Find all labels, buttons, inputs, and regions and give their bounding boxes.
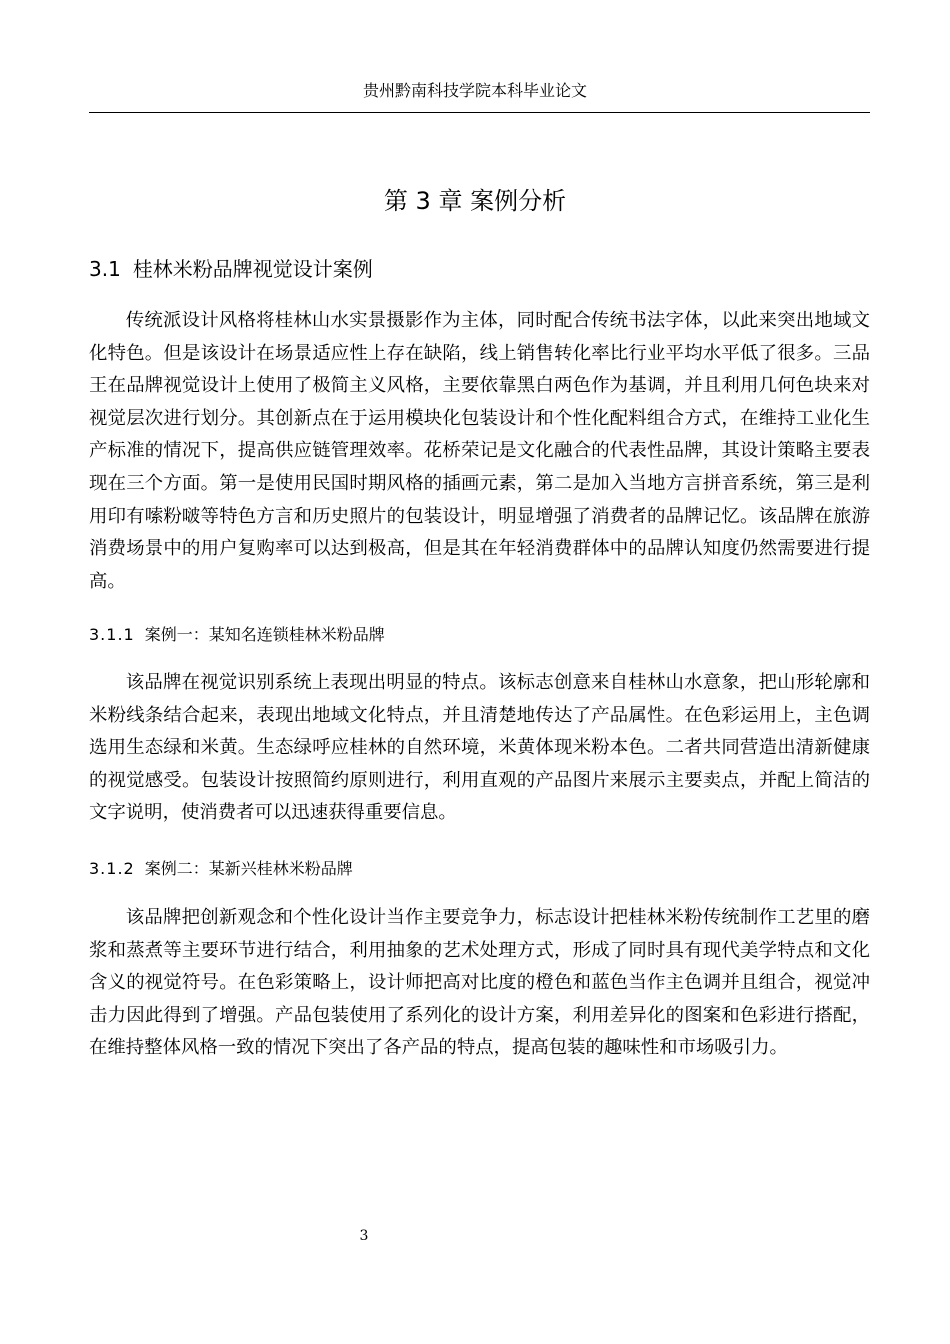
chapter-title: 第 3 章 案例分析 bbox=[383, 187, 567, 215]
section-paragraph: 传统派设计风格将桂林山水实景摄影作为主体，同时配合传统书法字体，以此来突出地域文化特色。但是该设计在场景适应性上存在缺陷，线上销售转化率比行业平均水平低了很多。三品王在品牌视觉设计上使用了极简主义风格，主要依靠黑白两色作为基调，并且利用几何色块来对视觉层次进行划分。其创新点在于运用模块化包装设计和个性化配料组合方式，在维持工业化生产标准的情况下，提高供应链管理效率。花桥荣记是文化融合的代表性品牌，其设计策略主要表现在三个方面。第一是使用民国时期风格的插画元素，第二是加入当地方言拼音系统，第三是利用印有嗦粉啵等特色方言和历史照片的包装设计，明显增强了消费者的品牌记忆。该品牌在旅游消费场景中的用户复购率可以达到极高，但是其在年轻消费群体中的品牌认知度仍然需要进行提高。 bbox=[89, 310, 870, 592]
header-rule bbox=[89, 112, 870, 113]
page-number: 3 bbox=[359, 1228, 369, 1244]
subsection-paragraph-1: 该品牌在视觉识别系统上表现出明显的特点。该标志创意来自桂林山水意象，把山形轮廓和米粉线条结合起来，表现出地域文化特点，并且清楚地传达了产品属性。在色彩运用上，主色调选用生态绿和米黄。生态绿呼应桂林的自然环境，米黄体现米粉本色。二者共同营造出清新健康的视觉感受。包装设计按照简约原则进行，利用直观的产品图片来展示主要卖点，并配上简洁的文字说明，使消费者可以迅速获得重要信息。 bbox=[89, 672, 870, 824]
subsection-number: 3.1.1 bbox=[89, 625, 135, 644]
subsection-heading-1 bbox=[89, 622, 385, 645]
subsection-heading-2 bbox=[89, 856, 353, 879]
running-header: 贵州黔南科技学院本科毕业论文 bbox=[362, 81, 587, 100]
subsection-title: 案例二：某新兴桂林米粉品牌 bbox=[144, 859, 353, 878]
section-heading bbox=[89, 253, 373, 282]
subsection-paragraph-2: 该品牌把创新观念和个性化设计当作主要竞争力，标志设计把桂林米粉传统制作工艺里的磨浆和蒸煮等主要环节进行结合，利用抽象的艺术处理方式，形成了同时具有现代美学特点和文化含义的视觉符号。在色彩策略上，设计师把高对比度的橙色和蓝色当作主色调并且组合，视觉冲击力因此得到了增强。产品包装使用了系列化的设计方案，利用差异化的图案和色彩进行搭配，在维持整体风格一致的情况下突出了各产品的特点，提高包装的趣味性和市场吸引力。 bbox=[89, 907, 870, 1059]
section-title: 桂林米粉品牌视觉设计案例 bbox=[132, 257, 373, 281]
subsection-number: 3.1.2 bbox=[89, 859, 135, 878]
subsection-title: 案例一：某知名连锁桂林米粉品牌 bbox=[144, 625, 385, 644]
section-number: 3.1 bbox=[89, 257, 121, 281]
